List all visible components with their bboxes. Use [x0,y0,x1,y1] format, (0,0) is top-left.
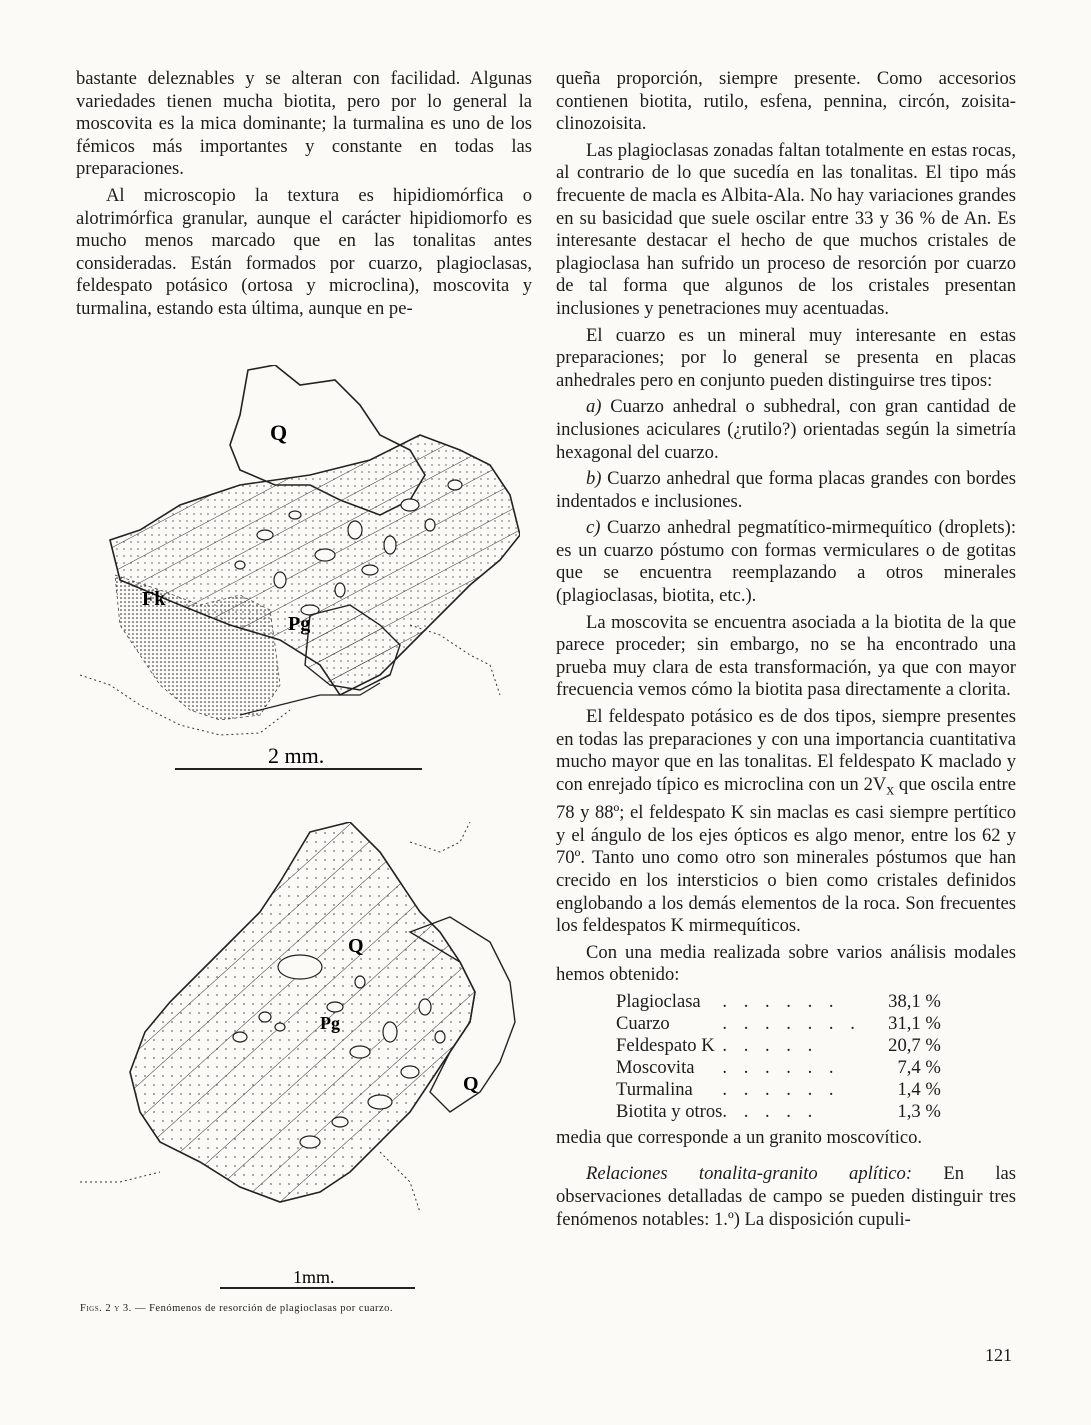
table-cell-name: Feldespato K [616,1034,715,1056]
table-cell-name: Moscovita [616,1056,695,1078]
list-item-b [556,468,1016,513]
label-fk: Fk [142,588,166,610]
item-label: b) [586,468,602,490]
list-item-a [556,396,1016,464]
table-row [616,1035,941,1057]
figure-3-drawing [80,822,520,1292]
item-text: Cuarzo anhedral que forma placas grandes con bordes indentados e inclusiones. [556,468,1016,512]
table-cell-dots: . . . . . [722,1100,819,1122]
label-pg: Pg [320,1013,340,1033]
label-pg: Pg [288,613,311,635]
paragraph: Al microscopio la textura es hipidiomórfica o alotrimórfica granular, aunque el carácter hipidiomorfo es mucho menos marcado que en las tonalitas antes consideradas. Están formados por cuarzo, plagioclasas, feldespato potásico (ortosa y microclina), moscovita y turmalina, estando esta última, aunque en pe- [76,184,532,319]
paragraph: queña proporción, siempre presente. Como accesorios contienen biotita, rutilo, esfena, pennina, circón, zoisita-clinozoisita. [556,68,1016,135]
table-cell-name: Biotita y otros [616,1100,723,1122]
paragraph: bastante deleznables y se alteran con facilidad. Algunas variedades tienen mucha biotita, pero por lo general la moscovita es la mica dominante; la turmalina es uno de los fémicos más importantes y constante en todas las preparaciones. [76,68,532,180]
table-cell-name: Cuarzo [616,1012,670,1034]
paragraph: La moscovita se encuentra asociada a la biotita de la que parece proceder; sin embargo, no se ha encontrado una prueba muy clara de esta transformación, ya que con mayor frecuencia vemos cómo la biotita pasa directamente a clorita. [556,611,1016,701]
table-cell-dots: . . . . . . [722,990,840,1012]
figure-caption [80,1303,530,1314]
table-cell-pct: 1,3 % [897,1100,941,1122]
table-cell-pct: 7,4 % [897,1056,941,1078]
table-cell-pct: 38,1 % [888,990,941,1012]
table-row [616,1079,941,1101]
figure-2 [80,365,520,775]
item-text: Cuarzo anhedral pegmatítico-mirmequítico (droplets): es un cuarzo póstumo con formas vermiculares o de gotitas que se encuentra reemplazando a otros minerales (plagioclasas, biotita, etc.). [556,517,1016,607]
paragraph: Con una media realizada sobre varios análisis modales hemos obtenido: [556,941,1016,986]
table-cell-pct: 1,4 % [897,1078,941,1100]
label-q-top: Q [348,935,364,957]
table-row [616,1013,941,1035]
label-q-right: Q [463,1073,479,1095]
text-span: que oscila entre 78 y 88º; el feldespato K sin maclas es casi siempre pertítico y el ángulo de los ejes ópticos es algo menor, entre los 62 y 70º. Tanto uno como otro son minerales póstumos que han crecido en los intersticios o bien como cristales definidos englobando a los demás elementos de la roca. Son frecuentes los feldespatos K mirmequíticos. [556,773,1016,937]
table-row [616,1101,941,1123]
scale-label: 1mm. [293,1267,335,1287]
text-span: En las observaciones detalladas de campo se pueden distinguir tres fenómenos notables: 1.º) La disposición cupuli- [556,1163,1016,1230]
paragraph [556,706,1016,938]
modal-analysis-table [616,991,941,1123]
table-cell-name: Turmalina [616,1078,693,1100]
paragraph [556,1163,1016,1231]
scale-label: 2 mm. [268,743,325,768]
section-heading: Relaciones tonalita-granito aplítico: [586,1163,913,1185]
right-column [556,68,1016,1235]
page-number: 121 [985,1345,1012,1365]
paragraph: media que corresponde a un granito moscovítico. [556,1126,923,1148]
table-cell-pct: 20,7 % [888,1034,941,1056]
left-column [76,68,532,325]
table-cell-name: Plagioclasa [616,990,701,1012]
table-row [616,991,941,1013]
paragraph: El cuarzo es un mineral muy interesante en estas preparaciones; por lo general se presenta en placas anhedrales pero en conjunto pueden distinguirse tres tipos: [556,324,1016,391]
table-cell-dots: . . . . . . [722,1056,840,1078]
item-text: Cuarzo anhedral o subhedral, con gran cantidad de inclusiones aciculares (¿rutilo?) orientadas según la simetría hexagonal del cuarzo. [556,396,1016,463]
table-row [616,1057,941,1079]
figure-3 [80,822,520,1292]
subscript: x [886,781,895,799]
table-cell-dots: . . . . . [722,1034,819,1056]
figure-2-drawing [80,365,520,775]
caption-prefix: Figs. 2 y 3. [80,1303,132,1314]
table-cell-pct: 31,1 % [888,1012,941,1034]
list-item-c [556,517,1016,607]
item-label: a) [586,396,602,418]
paragraph: Las plagioclasas zonadas faltan totalmente en estas rocas, al contrario de lo que sucedía en las tonalitas. El tipo más frecuente de macla es Albita-Ala. No hay variaciones grandes en su basicidad que suele oscilar entre 33 y 36 % de An. Es interesante destacar el hecho de que muchos cristales de plagioclasa han sufrido un proceso de resorción por cuarzo de tal forma que algunos de los cristales presentan inclusiones y penetraciones muy acentuadas. [556,139,1016,319]
table-cell-dots: . . . . . . [722,1078,840,1100]
item-label: c) [586,517,601,539]
table-cell-dots: . . . . . . . [722,1012,861,1034]
label-q: Q [270,420,288,445]
text-span: El feldespato potásico es de dos tipos, siempre presentes en todas las preparaciones y con una importancia cuantitativa mucho mayor que en las tonalitas. El feldespato K maclado y con enrejado típico es microclina con un 2V [556,706,1016,795]
caption-text: — Fenómenos de resorción de plagioclasas por cuarzo. [131,1303,394,1314]
